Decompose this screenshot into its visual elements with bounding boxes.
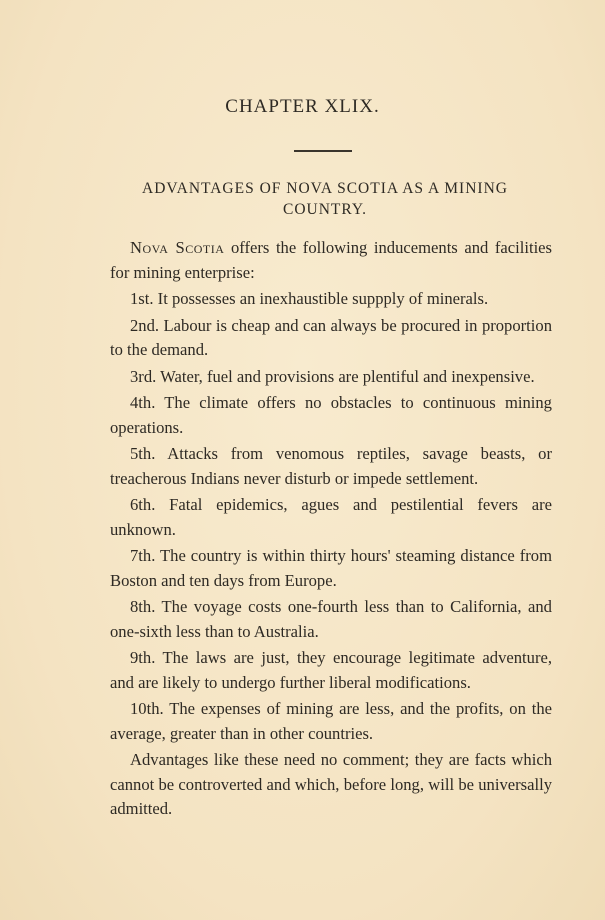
item-text: Water, fuel and provisions are plentiful and inexpensive.	[160, 366, 535, 386]
list-item	[110, 442, 552, 491]
intro-lead: Nova Scotia	[130, 238, 225, 257]
list-item	[110, 391, 552, 440]
item-text: It possesses an inexhaustible suppply of minerals.	[157, 289, 489, 308]
list-item	[110, 365, 552, 390]
item-text: The voyage costs one-fourth less than to California, and one-sixth less than to Australia.	[110, 597, 552, 641]
list-item	[110, 287, 552, 312]
item-number: 3rd.	[130, 366, 157, 386]
item-number: 9th.	[130, 648, 156, 667]
list-item	[110, 595, 552, 644]
item-number: 4th.	[130, 393, 156, 412]
list-item	[110, 646, 552, 695]
item-number: 5th.	[130, 444, 156, 463]
item-text: Labour is cheap and can always be procured in proportion to the demand.	[110, 315, 552, 359]
chapter-heading: CHAPTER XLIX.	[225, 96, 380, 117]
item-number: 8th.	[130, 597, 156, 616]
item-number: 7th.	[130, 546, 156, 565]
item-text: Fatal epidemics, agues and pestilential fevers are unknown.	[110, 495, 552, 539]
item-number: 2nd.	[130, 315, 160, 335]
list-item	[110, 697, 552, 746]
intro-text: offers the following inducements and facilities for mining enterprise:	[110, 238, 552, 282]
chapter-body	[110, 236, 552, 824]
item-text: The laws are just, they encourage legitimate adventure, and are likely to undergo further liberal modifications.	[110, 648, 552, 692]
closing-paragraph: Advantages like these need no comment; they are facts which cannot be controverted and which, before long, will be universally admitted.	[110, 750, 552, 818]
item-number: 6th.	[130, 495, 156, 514]
list-item	[110, 314, 552, 363]
item-number: 10th.	[130, 699, 164, 718]
intro-paragraph	[110, 236, 552, 285]
decorative-rule	[294, 150, 352, 152]
item-text: The climate offers no obstacles to continuous mining operations.	[110, 393, 552, 437]
item-text: The country is within thirty hours' steaming distance from Boston and ten days from Europe.	[110, 546, 553, 590]
item-number: 1st.	[130, 289, 154, 308]
chapter-title: ADVANTAGES OF NOVA SCOTIA AS A MINING COUNTRY.	[142, 180, 508, 218]
item-text: The expenses of mining are less, and the profits, on the average, greater than in other countries.	[110, 699, 552, 743]
item-text: Attacks from venomous reptiles, savage beasts, or treacherous Indians never disturb or impede settlement.	[110, 444, 552, 488]
list-item	[110, 544, 552, 593]
list-item	[110, 493, 552, 542]
